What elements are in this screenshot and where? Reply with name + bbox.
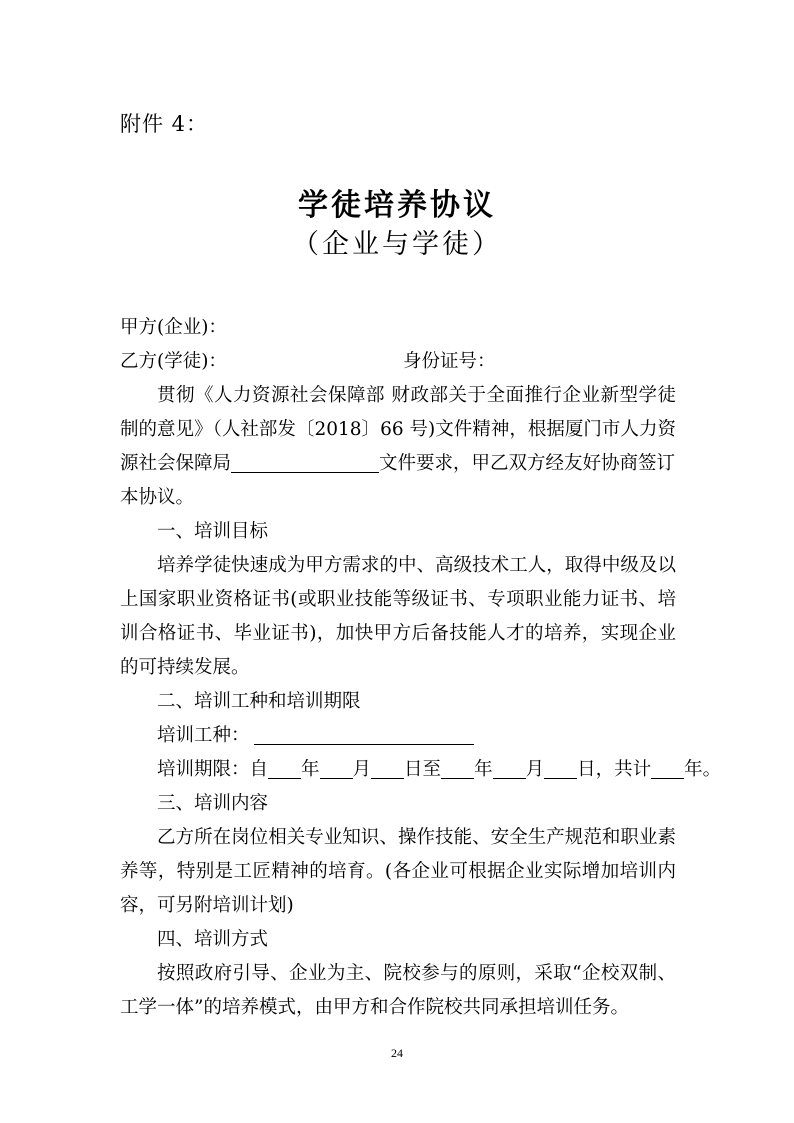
total-years-blank xyxy=(651,756,684,779)
section-1-line-2: 上国家职业资格证书(或职业技能等级证书、专项职业能力证书、培 xyxy=(120,589,676,610)
section-4-line-1: 按照政府引导、企业为主、院校参与的原则，采取“企校双制、 xyxy=(157,963,676,984)
document-title: 学徒培养协议 xyxy=(298,188,496,223)
party-b-label: 乙方(学徒)： xyxy=(120,351,227,372)
end-year-blank xyxy=(441,756,474,779)
page-number: 24 xyxy=(391,1046,403,1060)
intro-line-4: 本协议。 xyxy=(120,487,195,508)
party-a-line: 甲方(企业)： xyxy=(120,317,227,338)
year-end-label: 年。 xyxy=(684,759,722,780)
intro-line-3 xyxy=(120,447,676,481)
attachment-label: 附件 4： xyxy=(120,112,209,136)
section-1-line-1: 培养学徒快速成为甲方需求的中、高级技术工人，取得中级及以 xyxy=(157,555,676,576)
document-subtitle: （企业与学徒） xyxy=(292,229,502,260)
year-label: 年 xyxy=(301,759,320,780)
section-3-line-3: 容，可另附培训计划) xyxy=(120,895,294,916)
party-b-line xyxy=(120,345,676,379)
start-day-blank xyxy=(371,756,404,779)
intro-line-1: 贯彻《人力资源社会保障部 财政部关于全面推行企业新型学徒 xyxy=(157,385,676,406)
section-3-heading: 三、培训内容 xyxy=(157,793,269,814)
document-body xyxy=(120,311,722,1025)
end-day-blank xyxy=(544,756,577,779)
work-type-blank xyxy=(254,722,474,745)
month-label-2: 月 xyxy=(525,759,545,780)
intro-line-2: 制的意见》（人社部发〔2018〕66 号)文件精神，根据厦门市人力资 xyxy=(120,419,676,440)
section-3-line-1: 乙方所在岗位相关专业知识、操作技能、安全生产规范和职业素 xyxy=(157,827,676,848)
work-type-line xyxy=(120,719,676,753)
day-total-label: 日，共计 xyxy=(577,759,652,780)
intro-line-3-post: 文件要求，甲乙双方经友好协商签订 xyxy=(379,453,676,474)
section-1-heading: 一、培训目标 xyxy=(157,521,269,542)
bureau-document-blank xyxy=(231,450,379,473)
section-2-heading: 二、培训工种和培训期限 xyxy=(157,691,361,712)
end-month-blank xyxy=(493,756,526,779)
start-month-blank xyxy=(320,756,353,779)
section-1-line-4: 的可持续发展。 xyxy=(120,657,250,678)
start-year-blank xyxy=(268,756,301,779)
training-period-line xyxy=(120,753,722,787)
section-4-heading: 四、培训方式 xyxy=(157,929,269,950)
section-1-line-3: 训合格证书、毕业证书)，加快甲方后备技能人才的培养，实现企业 xyxy=(120,623,676,644)
period-label: 培训期限：自 xyxy=(157,759,269,780)
day-to-label: 日至 xyxy=(404,759,442,780)
intro-line-3-pre: 源社会保障局 xyxy=(120,453,232,474)
id-number-label: 身份证号： xyxy=(403,351,496,372)
year-label-2: 年 xyxy=(474,759,493,780)
section-4-line-2: 工学一体”的培养模式，由甲方和合作院校共同承担培训任务。 xyxy=(120,997,629,1018)
month-label: 月 xyxy=(352,759,372,780)
section-3-line-2: 养等，特别是工匠精神的培育。(各企业可根据企业实际增加培训内 xyxy=(120,861,676,882)
work-type-label: 培训工种： xyxy=(157,725,250,746)
